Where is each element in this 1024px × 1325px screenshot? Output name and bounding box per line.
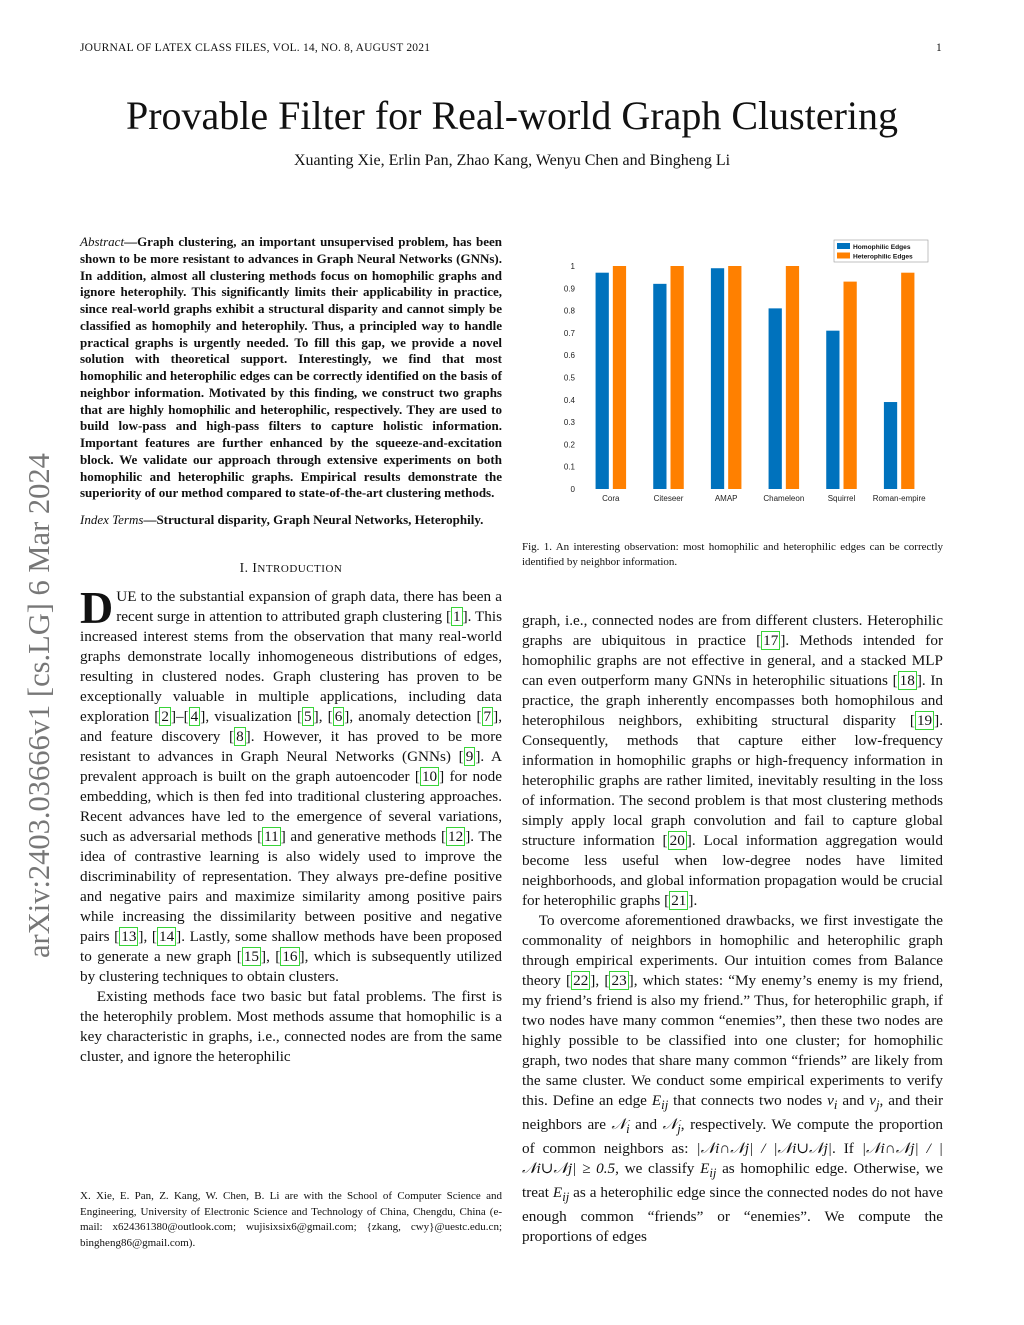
bar-homophilic-roman-empire — [884, 402, 897, 489]
citation-link[interactable]: 7 — [483, 707, 492, 725]
text-run: and — [629, 1116, 663, 1134]
y-tick-label: 0.5 — [563, 373, 575, 383]
right-paragraph-2: To overcome aforementioned drawbacks, we first investigate the commonality of neighbors in homophilic and heterophilic graph through empirical experiments. Our intuition comes from Balance theory [ 22 ], [ 23 ], which states: “My enemy’s enemy is my friend, my friend’s friend is also my friend.” Thus, for heterophilic graph, if two nodes have many common “enemies”, then these two nodes are highly possible to be classified into one cluster; for homophilic graph, two nodes that share many common “friends” are likely from the same cluster. We conduct some empirical experiments to verify this. Define an edge $E_{ij}$ that connects two nodes $v_i$ and $v_j$, and their neighbors are 𝒩$_i$ and 𝒩$_j$, respectively. We compute the proportion of common neighbors as: |𝒩i∩𝒩j| / |𝒩i∪𝒩j|. If |𝒩i∩𝒩j| / |𝒩i∪𝒩j| ≥ 0.5, we classify $E_{ij}$ as homophilic edge. Otherwise, we treat $E_{ij}$ as a heterophilic edge since the connected nodes do not have enough common “friends” or “enemies”. We compute the proportions of edges — [522, 912, 944, 1246]
bar-homophilic-cora — [596, 273, 609, 489]
text-run: , — [318, 707, 328, 725]
bar-chart — [544, 236, 930, 508]
bar-heterophilic-cora — [613, 266, 626, 489]
text-run: . Local information aggregation would become less useful when low-degree nodes have limited neighborhoods, and global information propagation would be crucial for heterophilic graphs — [522, 832, 943, 909]
abstract-text: —Graph clustering, an important unsupervised problem, has been shown to be more resistant to advances in Graph Neural Networks (GNNs). In addition, almost all clustering methods focus on homophilic graphs and ignore heterophily. This significantly limits their applicability in practice, since real-world graphs exhibit a structural disparity and cannot simply be classified as homophily and heterophily. Thus, a principled way to handle practical graphs is urgently needed. To fill this gap, we provide a novel solution with theoretical support. Interestingly, we find that most homophilic and heterophilic edges can be correctly identified on the basis of neighbor information. Motivated by this finding, we construct two graphs that are highly homophilic and heterophilic, respectively. They are used to build low-pass and high-pass filters to capture holistic information. Important features are further enhanced by the squeeze-and-excitation block. We validate our approach through extensive experiments on both homophilic and heterophilic graphs. Empirical results demonstrate the superiority of our method compared to state-of-the-art clustering methods. — [80, 234, 502, 501]
abstract — [80, 234, 502, 502]
text-run: as homophilic edge. Otherwise, we treat — [522, 1160, 943, 1202]
x-tick-label: AMAP — [714, 494, 738, 503]
bar-heterophilic-squirrel — [844, 282, 857, 489]
y-tick-label: 0.4 — [563, 395, 575, 405]
index-terms — [80, 512, 502, 529]
right-column — [522, 611, 943, 1247]
citation-link[interactable]: 4 — [190, 707, 199, 725]
math-symbol: v — [827, 1092, 834, 1109]
math-symbol: E — [700, 1160, 710, 1178]
bar-heterophilic-citeseer — [671, 266, 684, 489]
citation-link[interactable]: 9 — [465, 747, 474, 765]
y-tick-label: 0.6 — [563, 351, 575, 361]
text-run: and — [837, 1092, 870, 1109]
y-tick-label: 1 — [570, 262, 575, 271]
citation-link[interactable]: 1 — [453, 607, 461, 625]
text-run: that connects two nodes — [668, 1092, 828, 1109]
text-run: . Consequently, methods that capture either low-frequency information in homophilic graphs or high-frequency information in heterophilic graphs are rather limited, inevitably resulting in the loss of information. The second problem is that most clustering methods simply apply local graph convolution and fail to capture global structure information — [522, 712, 943, 849]
bar-homophilic-citeseer — [653, 284, 666, 489]
math-symbol: E — [552, 1184, 563, 1202]
y-tick-label: 0.9 — [563, 284, 575, 294]
text-run: – — [176, 707, 184, 725]
paper-title: Provable Filter for Real-world Graph Clustering — [125, 93, 899, 138]
text-run: , and feature discovery — [80, 707, 502, 745]
y-tick-label: 0.7 — [563, 328, 575, 338]
text-run: , — [266, 947, 276, 965]
bar-heterophilic-roman-empire — [901, 273, 914, 489]
citation-link[interactable]: 20 — [669, 832, 685, 849]
citation-link[interactable]: 21 — [671, 892, 687, 909]
drop-cap: D — [80, 581, 114, 633]
text-run: for node embedding, which is then fed into traditional clustering approaches. Recent advances have led to the emergence of several variations, such as adversarial methods — [80, 767, 502, 845]
math-symbol: 𝒩 — [662, 1116, 678, 1134]
legend-label: Heterophilic Edges — [853, 253, 913, 261]
intro-paragraph-1: DUE to the substantial expansion of graph data, there has been a recent surge in attention to attributed graph clustering [ 1 ]. This increased interest stems from the observation that many real-world graphs demonstrate locally inhomogeneous distributions of edges, resulting in clustered nodes. Graph clustering has proven to be exceptionally valuable in multiple applications, including data exploration [ 2 ]–[ 4 ], visualization [ 5 ], [ 6 ], anomaly detection [ 7 ], and feature discovery [ 8 ]. However, it has proved to be more resistant to advances in Graph Neural Networks (GNNs) [ 9 ]. A prevalent approach is built on the graph autoencoder [ 10 ] for node embedding, which is then fed into traditional clustering approaches. Recent advances have led to the emergence of several variations, such as adversarial methods [ 11 ] and generative methods [ 12 ]. The idea of contrastive learning is also widely used to improve the discriminability of representation. They always pre-define positive and negative pairs and maximize similarity among positive pairs while increasing the dissimilarity between positive and negative pairs [ 13 ], [ 14 ]. Lastly, some shallow methods have been proposed to generate a new graph [ 15 ], [ 16 ], which is subsequently utilized by clustering techniques to obtain clusters. — [80, 581, 503, 985]
x-tick-label: Citeseer — [653, 494, 684, 503]
math-subscript: j — [876, 1098, 880, 1113]
figure-caption: Fig. 1. An interesting observation: most homophilic and heterophilic edges can be correctly identified by neighbor information. — [522, 541, 943, 568]
citation-link[interactable]: 5 — [304, 707, 312, 725]
text-run: , visualization — [205, 707, 297, 725]
y-tick-label: 0 — [570, 485, 575, 494]
math-symbol: 𝒩 — [611, 1116, 627, 1134]
citation-link[interactable]: 6 — [334, 707, 343, 725]
abstract-label: Abstract — [80, 234, 125, 249]
text-run: , which is subsequently utilized by clustering techniques to obtain clusters. — [80, 947, 502, 985]
citation-link[interactable]: 23 — [611, 972, 627, 989]
text-run: , respectively. We compute the proportion of common neighbors as: — [522, 1116, 944, 1158]
citation-link[interactable]: 10 — [421, 767, 438, 785]
citation-link[interactable]: 8 — [236, 727, 244, 745]
math-subscript: ij — [709, 1166, 717, 1181]
text-run: , which states: “My enemy’s enemy is my friend, my friend’s friend is also my friend.” Thus, for heterophilic graph, if two nodes have many common “enemies”, then these two nodes are highly possible to be classified into one cluster; for homophilic graph, two nodes that share many common “friends” are likely from the same cluster. We conduct some empirical experiments to verify this. Define an edge — [522, 972, 944, 1109]
right-paragraph-1: graph, i.e., connected nodes are from different clusters. Heterophilic graphs are ubiquitous in practice [ 17 ]. Methods intended for homophilic graphs are not effective in general, and a stacked MLP can even outperform many GNNs in heterophilic situations [ 18 ]. In practice, the graph inherently encompasses both homophilous and heterophilous neighbors, exhibiting structural disparity [ 19 ]. Consequently, methods that capture either low-frequency information in homophilic graphs or high-frequency information in heterophilic graphs are rather limited, inevitably resulting in the loss of information. The second problem is that most clustering methods simply apply local graph convolution and fail to capture global structure information [ 20 ]. Local information aggregation would become less useful when low-degree nodes have limited neighborhoods, and global information propagation would be crucial for heterophilic graphs [ 21 ]. — [522, 612, 943, 909]
x-tick-label: Chameleon — [763, 494, 805, 503]
bar-heterophilic-amap — [728, 266, 741, 489]
section-number: I. — [239, 559, 249, 575]
citation-link[interactable]: 13 — [121, 927, 137, 945]
citation-link[interactable]: 16 — [282, 947, 298, 965]
running-header: JOURNAL OF LATEX CLASS FILES, VOL. 14, NO. 8, AUGUST 2021 — [80, 42, 431, 54]
math-formula: |𝒩i∩𝒩j| / |𝒩i∪𝒩j| ≥ 0.5 — [522, 1140, 943, 1178]
y-tick-label: 0.3 — [563, 418, 575, 428]
text-run: , anomaly detection — [349, 707, 477, 725]
intro-paragraph-2: Existing methods face two basic but fatal problems. The first is the heterophily problem. Most methods assume that homophilic is a key characteristic in graphs, i.e., connected nodes are from the same cluster, and ignore the heterophilic — [80, 987, 502, 1065]
legend-label: Homophilic Edges — [853, 244, 911, 251]
citation-link[interactable]: 14 — [158, 927, 175, 945]
x-tick-label: Cora — [602, 494, 620, 503]
author-list: Xuanting Xie, Erlin Pan, Zhao Kang, Wenyu Chen and Bingheng Li — [293, 152, 731, 169]
affiliation-footnote: X. Xie, E. Pan, Z. Kang, W. Chen, B. Li are with the School of Computer Science and Engineering, University of Electronic Science and Technology of China, Chengdu, China (e-mail: x624361380@outlook.com; wujisixsix6@gmail.com; {zkang, cwy}@uestc.edu.cn; bingheng86@gmail.com). — [80, 1190, 502, 1249]
text-run: . Lastly, some shallow methods have been proposed to generate a new graph — [80, 927, 502, 965]
text-run: . In practice, the graph inherently encompasses both homophilous and heterophilous neighbors, exhibiting structural disparity — [522, 672, 943, 729]
math-subscript: i — [833, 1098, 838, 1113]
section-heading-introduction — [80, 560, 502, 576]
citation-link[interactable]: 11 — [264, 827, 279, 845]
math-subscript: j — [677, 1122, 681, 1137]
text-run: , and their neighbors are — [522, 1092, 943, 1134]
section-title-initial: I — [252, 559, 258, 575]
text-run: . If — [832, 1140, 862, 1158]
text-run: , — [143, 927, 152, 945]
text-run: . This increased interest stems from the observation that many real-world graphs demonstrate locally inhomogeneous distributions of edges, resulting in clustered nodes. Graph clustering has proven to be exceptionally valuable in multiple applications, including data exploration — [80, 607, 502, 725]
text-run: and generative methods — [285, 827, 441, 845]
y-tick-label: 0.1 — [563, 462, 575, 472]
text-run: . — [693, 892, 698, 909]
bar-homophilic-amap — [711, 268, 724, 489]
text-run: , — [595, 972, 605, 989]
page-number: 1 — [936, 42, 942, 54]
math-subscript: ij — [661, 1098, 669, 1113]
y-tick-label: 0.2 — [563, 440, 575, 450]
text-run: . The idea of contrastive learning is also widely used to improve the discriminability of representation. They always pre-define positive and negative pairs and maximize similarity among positive pairs while increasing the dissimilarity between positive and negative pairs — [80, 827, 503, 945]
math-subscript: ij — [562, 1190, 570, 1205]
bar-homophilic-chameleon — [769, 308, 782, 489]
text-run: . Methods intended for homophilic graphs are not effective in general, and a stacked MLP can even outperform many GNNs in heterophilic situations — [522, 632, 943, 689]
citation-link[interactable]: 18 — [899, 672, 915, 689]
citation-link[interactable]: 17 — [763, 632, 779, 649]
math-formula: |𝒩i∩𝒩j| / |𝒩i∪𝒩j| — [696, 1140, 832, 1158]
x-tick-label: Roman-empire — [872, 494, 926, 503]
index-terms-label: Index Terms — [80, 512, 144, 527]
citation-link[interactable]: 19 — [916, 712, 933, 729]
bar-homophilic-squirrel — [826, 331, 839, 489]
text-run: , we classify — [615, 1160, 701, 1178]
math-symbol: E — [651, 1092, 662, 1109]
citation-link[interactable]: 12 — [448, 827, 464, 845]
citation-link[interactable]: 2 — [161, 707, 169, 725]
text-run: as a heterophilic edge since the connected nodes do not have enough common “friends” or “enemies”. We compute the proportions of edges — [522, 1184, 943, 1246]
text-run: . A prevalent approach is built on the graph autoencoder — [80, 747, 502, 785]
index-terms-text: —Structural disparity, Graph Neural Networks, Heterophily. — [143, 512, 484, 527]
x-tick-label: Squirrel — [827, 494, 856, 503]
bar-heterophilic-chameleon — [786, 266, 799, 489]
arxiv-stamp: arXiv:2403.03666v1 [cs.LG] 6 Mar 2024 — [22, 453, 56, 958]
y-tick-label: 0.8 — [563, 306, 575, 316]
text-run: UE to the substantial expansion of graph data, there has been a recent surge in attention to attributed graph clustering — [116, 587, 502, 625]
section-title-rest: NTRODUCTION — [257, 562, 343, 575]
citation-link[interactable]: 22 — [573, 972, 589, 989]
math-symbol: v — [869, 1092, 876, 1109]
text-run: . However, it has proved to be more resistant to advances in Graph Neural Networks (GNNs) — [80, 727, 503, 765]
legend-swatch — [837, 253, 850, 259]
text-run: To overcome aforementioned drawbacks, we first investigate the commonality of neighbors in homophilic and heterophilic graph through empirical experiments. Our intuition comes from Balance theory — [522, 912, 943, 989]
left-column — [80, 234, 502, 1067]
legend-swatch — [837, 243, 850, 249]
citation-link[interactable]: 15 — [243, 947, 260, 965]
text-run: graph, i.e., connected nodes are from different clusters. Heterophilic graphs are ubiquitous in practice — [522, 612, 943, 649]
math-subscript: i — [626, 1122, 630, 1137]
